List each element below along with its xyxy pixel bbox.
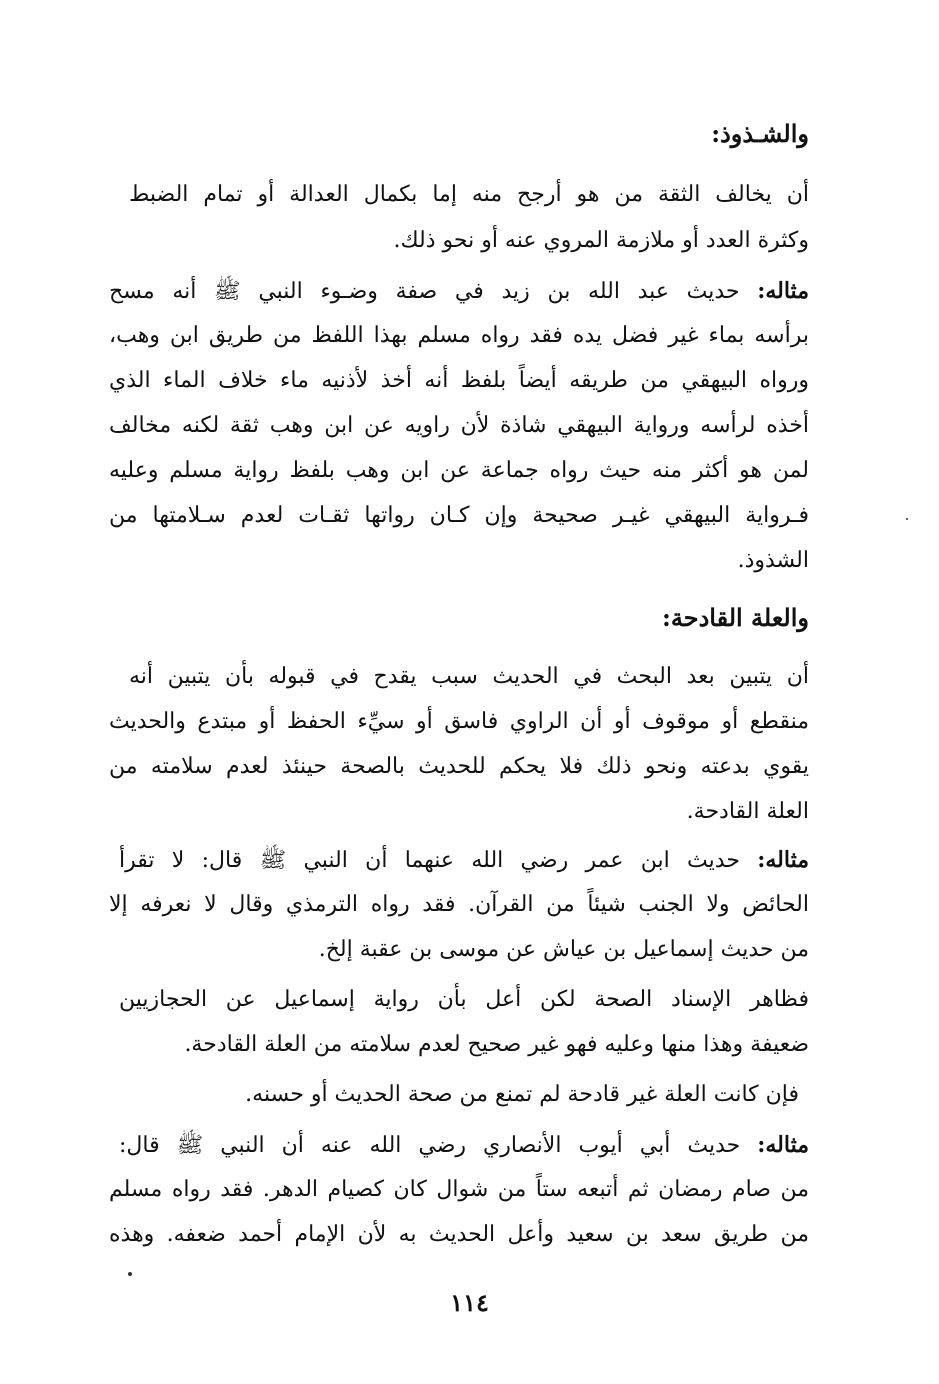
text-line: من طريق سعد بن سعيد وأعل الحديث به لأن الإمام أحمد ضعفه. وهذه (109, 1222, 809, 1247)
scan-speck (906, 518, 908, 520)
text-line: أخذه لرأسه ورواية البيهقي شاذة لأن راويه عن ابن وهب ثقة لكنه مخالف (109, 413, 809, 438)
example-text: حديث عبد الله بن زيد في صفة وضـوء النبي ﷺ أنه مسح (109, 279, 740, 304)
text-line (119, 843, 809, 878)
text-line: من صام رمضان ثم أتبعه ستاً من شوال كان كصيام الدهر. فقد رواه مسلم (109, 1177, 809, 1202)
page-number: ١١٤ (450, 1288, 489, 1317)
example-label: مثاله: (757, 278, 809, 304)
text-line: فظاهر الإسناد الصحة لكن أعل بأن رواية إسماعيل عن الحجازيين (119, 987, 809, 1012)
section-heading-shudhudh: والشـذوذ: (711, 119, 809, 148)
text-line: من حديث إسماعيل بن عياش عن موسى بن عقبة إلخ. (318, 937, 809, 962)
text-line (109, 274, 809, 309)
text-line: ضعيفة وهذا منها وعليه فهو غير صحيح لعدم سلامته من العلة القادحة. (184, 1032, 809, 1057)
text-line (119, 1128, 809, 1163)
text-line: وكثرة العدد أو ملازمة المروي عنه أو نحو ذلك. (393, 228, 809, 253)
text-line: الحائض ولا الجنب شيئاً من القرآن. فقد رواه الترمذي وقال لا نعرفه إلا (109, 892, 809, 917)
text-line: أن يخالف الثقة من هو أرجح منه إما بكمال العدالة أو تمام الضبط (129, 182, 809, 207)
text-line: العلة القادحة. (686, 799, 809, 824)
text-line: أن يتبين بعد البحث في الحديث سبب يقدح في قبوله بأن يتبين أنه (129, 664, 809, 689)
text-line: الشذوذ. (737, 548, 809, 573)
text-line: منقطع أو موقوف أو أن الراوي فاسق أو سيِّء الحفظ أو مبتدع والحديث (109, 709, 809, 734)
example-label: مثاله: (757, 1132, 809, 1158)
example-text: حديث ابن عمر رضي الله عنهما أن النبي ﷺ قال: لا تقرأ (119, 848, 740, 873)
scan-speck (128, 1272, 132, 1276)
text-line: فإن كانت العلة غير قادحة لم تمنع من صحة الحديث أو حسنه. (245, 1082, 799, 1107)
example-text: حديث أبي أيوب الأنصاري رضي الله عنه أن النبي ﷺ قال: (119, 1133, 741, 1158)
text-line: لمن هو أكثر منه حيث رواه جماعة عن ابن وهب بلفظ رواية مسلم وعليه (109, 458, 809, 483)
section-heading-illa: والعلة القادحة: (662, 603, 809, 632)
text-line: يقوي بدعته ونحو ذلك فلا يحكم للحديث بالصحة حينئذ لعدم سلامته من (109, 754, 809, 779)
text-line: برأسه بماء غير فضل يده فقد رواه مسلم بهذا اللفظ من طريق ابن وهب، (109, 323, 809, 348)
text-line: فـرواية البيهقي غيـر صحيحة وإن كـان رواتها ثقـات لعدم سـلامتها من (109, 503, 809, 528)
example-label: مثاله: (757, 847, 809, 873)
text-line: ورواه البيهقي من طريقه أيضاً بلفظ أنه أخذ لأذنيه ماء خلاف الماء الذي (109, 368, 809, 393)
